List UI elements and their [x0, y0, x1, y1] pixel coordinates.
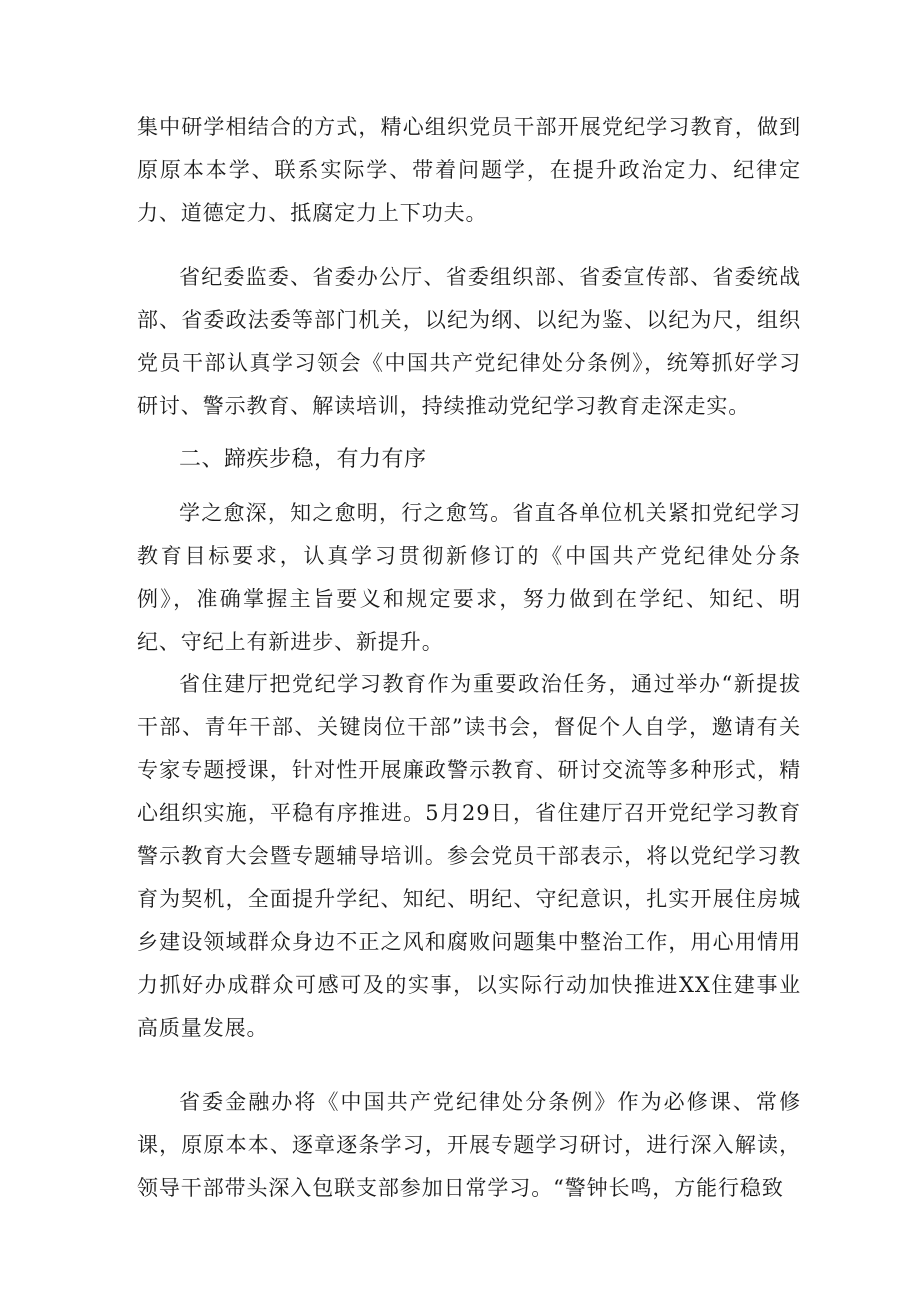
paragraph-finance: 省委金融办将《中国共产党纪律处分条例》作为必修课、常修课，原原本本、逐章逐条学习，开展专题学习研讨，进行深入解读，领导干部带头深入包联支部参加日常学习。“警钟长鸣，方能行稳致	[137, 1090, 801, 1200]
paragraph-study: 学之愈深，知之愈明，行之愈笃。省直各单位机关紧扣党纪学习教育目标要求，认真学习贯彻新修订的《中国共产党纪律处分条例》，准确掌握主旨要义和规定要求，努力做到在学纪、知纪、明纪、守纪上有新进步、新提升。	[137, 501, 801, 654]
section-heading: 二、蹄疾步稳，有力有序	[179, 447, 427, 472]
paragraph-housing: 省住建厅把党纪学习教育作为重要政治任务，通过举办“新提拔干部、青年干部、关键岗位干部”读书会，督促个人自学，邀请有关专家专题授课，针对性开展廉政警示教育、研讨交流等多种形式，精心组织实施，平稳有序推进。5月29日，省住建厅召开党纪学习教育警示教育大会暨专题辅导培训。参会党员干部表示，将以党纪学习教育为契机，全面提升学纪、知纪、明纪、守纪意识，扎实开展住房城乡建设领域群众身边不正之风和腐败问题集中整治工作，用心用情用力抓好办成群众可感可及的实事，以实际行动加快推进XX住建事业高质量发展。	[137, 672, 801, 1040]
paragraph-departments: 省纪委监委、省委办公厅、省委组织部、省委宣传部、省委统战部、省委政法委等部门机关，以纪为纲、以纪为鉴、以纪为尺，组织党员干部认真学习领会《中国共产党纪律处分条例》，统筹抓好学习研讨、警示教育、解读培训，持续推动党纪学习教育走深走实。	[137, 265, 801, 418]
paragraph-continuation: 集中研学相结合的方式，精心组织党员干部开展党纪学习教育，做到原原本本学、联系实际学、带着问题学，在提升政治定力、纪律定力、道德定力、抵腐定力上下功夫。	[137, 115, 801, 225]
